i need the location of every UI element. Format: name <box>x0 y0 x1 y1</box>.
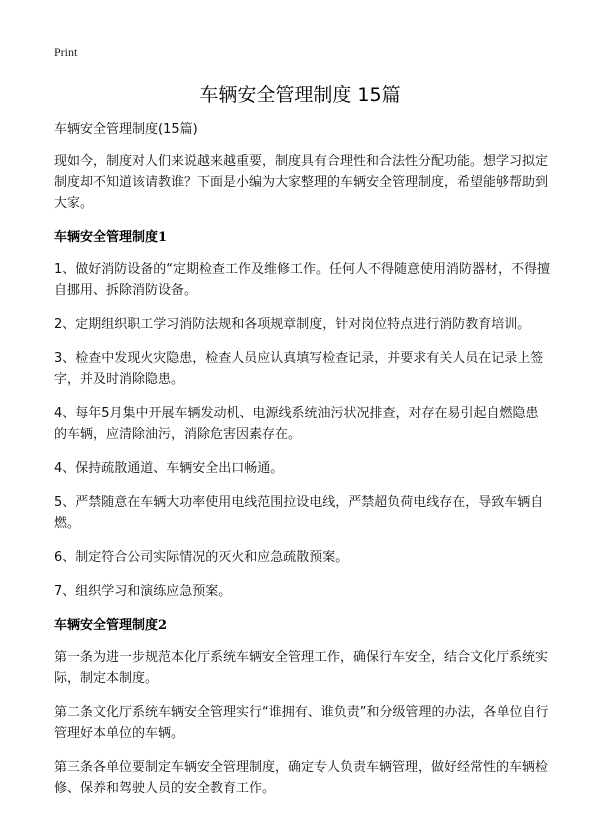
section-paragraph: 第三条各单位要制定车辆安全管理制度，确定专人负责车辆管理，做好经常性的车辆检修、保养和驾驶人员的安全教育工作。 <box>54 760 549 796</box>
section-paragraph: 6、制定符合公司实际情况的灭火和应急疏散预案。 <box>54 550 349 565</box>
section-paragraph: 5、严禁随意在车辆大功率使用电线范围拉设电线，严禁超负荷电线存在，导致车辆自燃。 <box>54 495 544 531</box>
section-paragraph: 1、做好消防设备的“定期检查工作及维修工作。任何人不得随意使用消防器材，不得擅自挪用、拆除消防设备。 <box>54 262 551 298</box>
section-paragraph: 3、检查中发现火灾隐患，检查人员应认真填写检查记录，并要求有关人员在记录上签字，并及时消除隐患。 <box>54 351 544 387</box>
section-paragraph: 4、每年5月集中开展车辆发动机、电源线系统油污状况排查，对存在易引起自燃隐患的车辆，应清除油污，消除危害因素存在。 <box>54 406 539 442</box>
section-paragraph: 4、保持疏散通道、车辆安全出口畅通。 <box>54 461 284 476</box>
document-subtitle: 车辆安全管理制度(15篇) <box>54 122 198 137</box>
print-link[interactable]: Print <box>54 45 78 59</box>
document-title: 车辆安全管理制度 15篇 <box>199 84 401 106</box>
section-paragraph: 7、组织学习和演练应急预案。 <box>54 584 232 599</box>
section-paragraph: 第二条文化厅系统车辆安全管理实行“谁拥有、谁负责”和分级管理的办法，各单位自行管理好本单位的车辆。 <box>54 705 549 741</box>
section-paragraph: 2、定期组织职工学习消防法规和各项规章制度，针对岗位特点进行消防教育培训。 <box>54 317 531 332</box>
section-paragraph: 第一条为进一步规范本化厅系统车辆安全管理工作，确保行车安全，结合文化厅系统实际，制定本制度。 <box>54 650 549 686</box>
section-heading: 车辆安全管理制度2 <box>54 618 168 633</box>
section-heading: 车辆安全管理制度1 <box>54 230 168 245</box>
document-body <box>54 119 550 799</box>
intro-paragraph: 现如今，制度对人们来说越来越重要，制度具有合理性和合法性分配功能。想学习拟定制度却不知道该请教谁？下面是小编为大家整理的车辆安全管理制度，希望能够帮助到大家。 <box>54 154 549 211</box>
